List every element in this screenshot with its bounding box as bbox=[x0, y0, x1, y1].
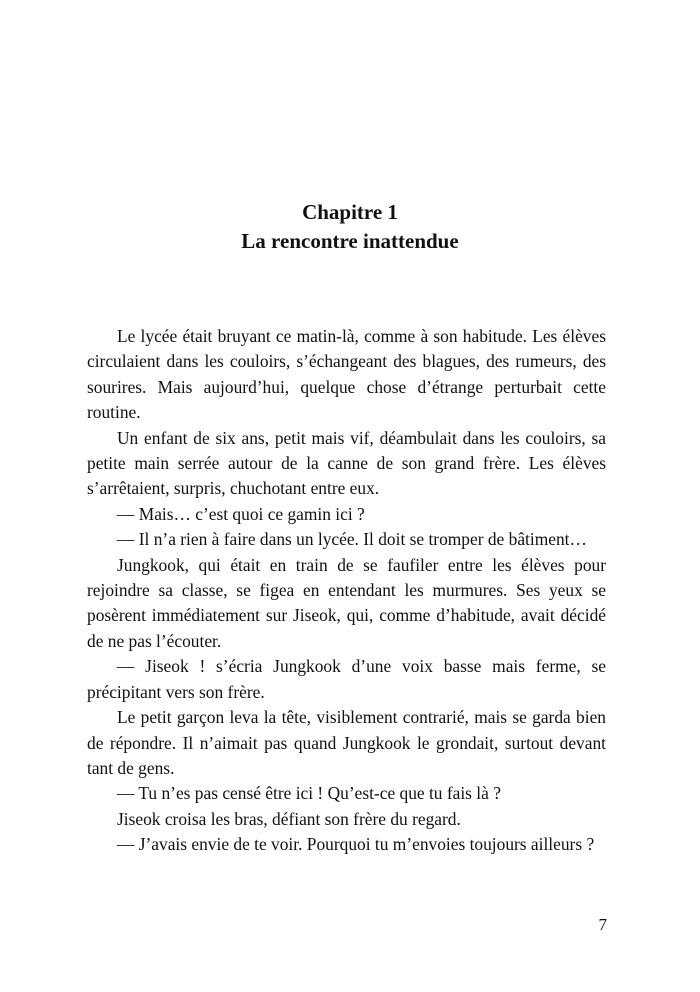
paragraph: Jiseok croisa les bras, défiant son frère du regard. bbox=[117, 808, 461, 829]
dialogue-line: — Jiseok ! s’écria Jungkook d’une voix basse mais ferme, se précipitant vers son frère. bbox=[87, 656, 606, 702]
page-number: 7 bbox=[598, 915, 607, 934]
paragraph: Le lycée était bruyant ce matin-là, comme à son habitude. Les élèves circulaient dans les couloirs, s’échangeant des blagues, des rumeurs, des sourires. Mais aujourd’hui, quelque chose d’étrange perturbait cette routine. bbox=[87, 326, 606, 423]
dialogue-line: — Mais… c’est quoi ce gamin ici ? bbox=[117, 503, 365, 524]
paragraph: Le petit garçon leva la tête, visiblement contrarié, mais se garda bien de répondre. Il n’aimait pas quand Jungkook le grondait, surtout devant tant de gens. bbox=[87, 707, 606, 778]
chapter-body bbox=[87, 324, 606, 858]
dialogue-line: — Il n’a rien à faire dans un lycée. Il doit se tromper de bâtiment… bbox=[117, 529, 587, 550]
paragraph: Un enfant de six ans, petit mais vif, déambulait dans les couloirs, sa petite main serrée autour de la canne de son grand frère. Les élèves s’arrêtaient, surpris, chuchotant entre eux. bbox=[87, 427, 606, 499]
dialogue-line: — J’avais envie de te voir. Pourquoi tu m’envoies toujours ailleurs ? bbox=[117, 834, 595, 855]
dialogue-line: — Tu n’es pas censé être ici ! Qu’est-ce que tu fais là ? bbox=[117, 783, 501, 804]
chapter-number: Chapitre 1 bbox=[302, 200, 398, 224]
chapter-title: La rencontre inattendue bbox=[241, 229, 459, 253]
paragraph: Jungkook, qui était en train de se faufiler entre les élèves pour rejoindre sa classe, se figea en entendant les murmures. Ses yeux se posèrent immédiatement sur Jiseok, qui, comme d’habitude, avait décidé de ne pas l’écouter. bbox=[87, 554, 606, 651]
chapter-heading bbox=[0, 198, 700, 256]
